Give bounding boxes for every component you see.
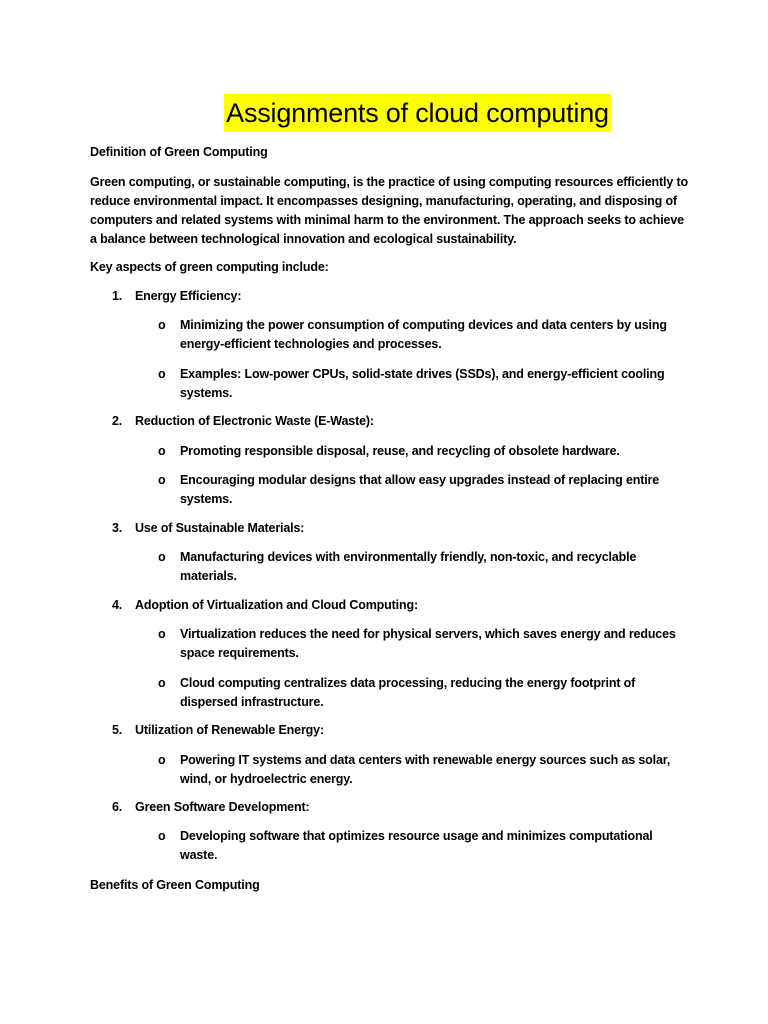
bullet-text: Encouraging modular designs that allow easy upgrades instead of replacing entire systems. — [180, 473, 660, 506]
list-item-number: 6. — [112, 800, 123, 814]
key-aspects-intro: Key aspects of green computing include: — [90, 260, 329, 274]
bullet-icon: o — [158, 473, 166, 487]
document-title: Assignments of cloud computing — [224, 94, 611, 132]
list-item-title: Reduction of Electronic Waste (E-Waste): — [135, 414, 374, 428]
bullet-text: Examples: Low-power CPUs, solid-state drives (SSDs), and energy-efficient cooling systems. — [180, 367, 665, 400]
bullet-icon: o — [158, 367, 166, 381]
bullet-text: Developing software that optimizes resource usage and minimizes computational waste. — [180, 829, 653, 862]
bullet-icon: o — [158, 753, 166, 767]
bullet-icon: o — [158, 444, 166, 458]
list-item-number: 1. — [112, 289, 123, 303]
list-item-bullet — [158, 365, 678, 403]
list-item-heading — [112, 519, 672, 538]
list-item-bullet — [158, 471, 678, 509]
list-item-bullet — [158, 548, 678, 586]
bullet-icon: o — [158, 676, 166, 690]
list-item-heading — [112, 798, 672, 817]
list-item-bullet — [158, 827, 678, 865]
list-item-bullet — [158, 751, 678, 789]
list-item-bullet — [158, 625, 678, 663]
list-item-title: Use of Sustainable Materials: — [135, 521, 305, 535]
bullet-icon: o — [158, 318, 166, 332]
list-item-number: 5. — [112, 723, 123, 737]
title-container — [0, 94, 768, 132]
list-item-title: Green Software Development: — [135, 800, 310, 814]
definition-heading: Definition of Green Computing — [90, 145, 268, 159]
bullet-icon: o — [158, 550, 166, 564]
bullet-icon: o — [158, 627, 166, 641]
list-item-heading — [112, 287, 672, 306]
bullet-icon: o — [158, 829, 166, 843]
list-item-heading — [112, 596, 672, 615]
list-item-bullet — [158, 674, 678, 712]
intro-paragraph: Green computing, or sustainable computing, is the practice of using computing resources efficiently to reduce environmental impact. It encompasses designing, manufacturing, operating, and disposing of computers and related systems with minimal harm to the environment. The approach seeks to achieve a balance between technological innovation and ecological sustainability. — [90, 175, 688, 246]
list-item-title: Utilization of Renewable Energy: — [135, 723, 324, 737]
bullet-text: Promoting responsible disposal, reuse, and recycling of obsolete hardware. — [180, 444, 620, 458]
list-item-number: 4. — [112, 598, 123, 612]
bullet-text: Virtualization reduces the need for physical servers, which saves energy and reduces space requirements. — [180, 627, 676, 660]
list-item-heading — [112, 721, 672, 740]
list-item-number: 3. — [112, 521, 123, 535]
benefits-heading: Benefits of Green Computing — [90, 878, 260, 892]
bullet-text: Manufacturing devices with environmentally friendly, non-toxic, and recyclable materials. — [180, 550, 637, 583]
bullet-text: Cloud computing centralizes data processing, reducing the energy footprint of dispersed infrastructure. — [180, 676, 636, 709]
bullet-text: Minimizing the power consumption of computing devices and data centers by using energy-efficient technologies and processes. — [180, 318, 667, 351]
list-item-heading — [112, 412, 672, 431]
bullet-text: Powering IT systems and data centers with renewable energy sources such as solar, wind, or hydroelectric energy. — [180, 753, 671, 786]
list-item-bullet — [158, 316, 678, 354]
list-item-title: Energy Efficiency: — [135, 289, 242, 303]
list-item-title: Adoption of Virtualization and Cloud Computing: — [135, 598, 418, 612]
list-item-bullet — [158, 442, 678, 461]
list-item-number: 2. — [112, 414, 123, 428]
